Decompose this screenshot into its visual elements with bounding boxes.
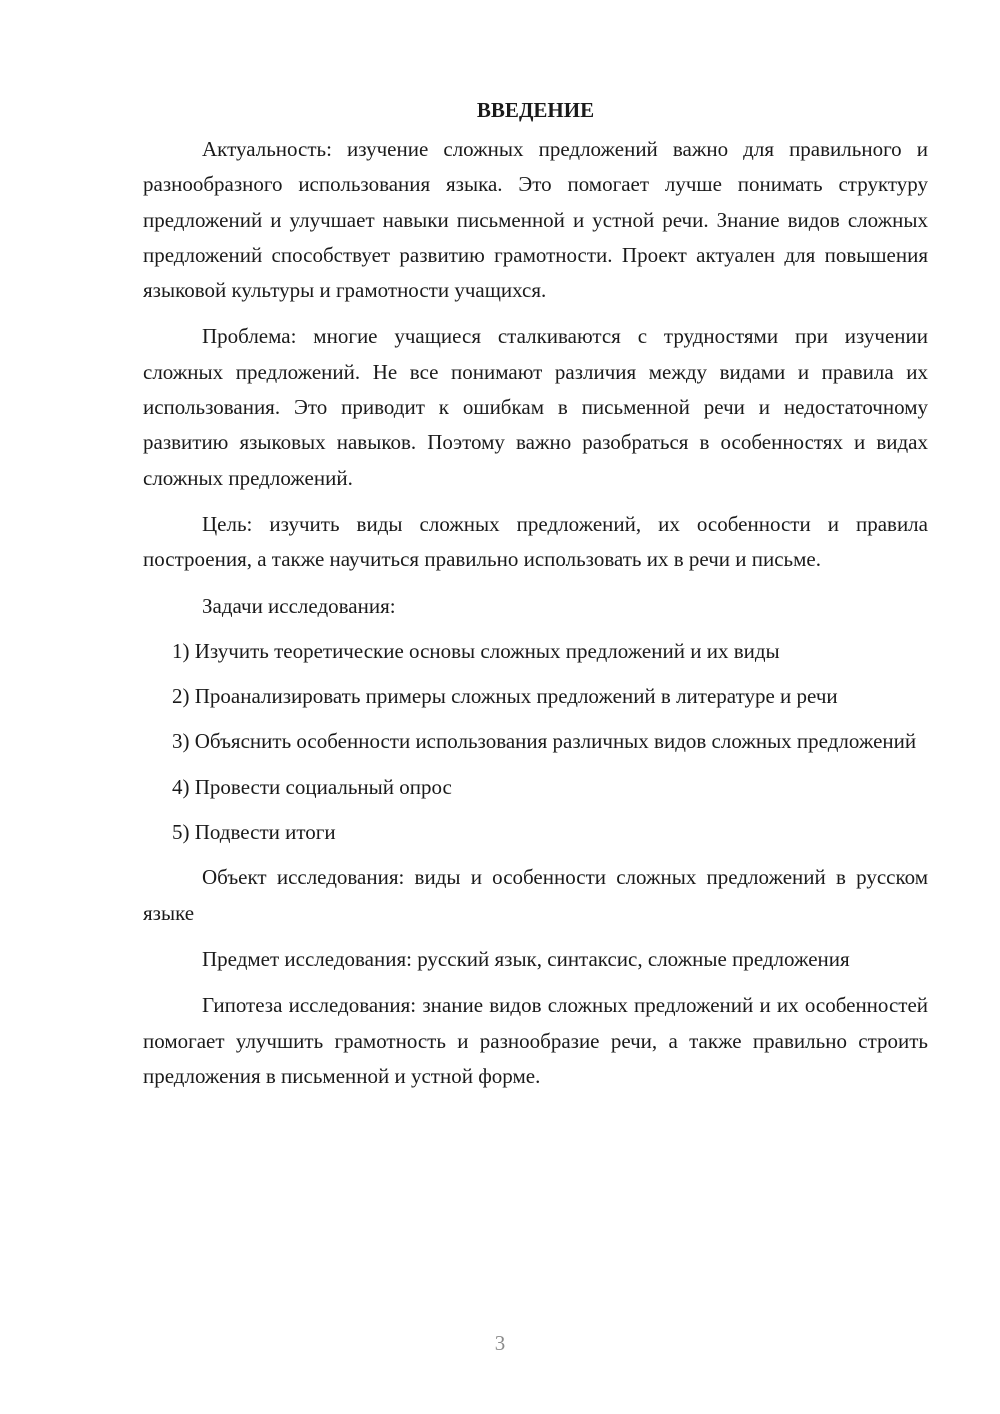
goal-paragraph: Цель: изучить виды сложных предложений, их особенности и правила построения, а также научиться правильно использовать их в речи и письме. (143, 511, 928, 572)
object-paragraph: Объект исследования: виды и особенности сложных предложений в русском языке (143, 865, 928, 925)
document-page (143, 92, 928, 1105)
task-item: 5) Подвести итоги (172, 820, 336, 845)
task-item: 4) Провести социальный опрос (172, 774, 452, 799)
tasks-heading: Задачи исследования: (202, 593, 396, 618)
page-title: ВВЕДЕНИЕ (476, 98, 595, 122)
task-item: 2) Проанализировать примеры сложных предложений в литературе и речи (172, 684, 838, 709)
subject-paragraph: Предмет исследования: русский язык, синтаксис, сложные предложения (202, 946, 850, 971)
task-item: 1) Изучить теоретические основы сложных предложений и их виды (172, 638, 780, 663)
task-item: 3) Объяснить особенности использования различных видов сложных предложений (172, 729, 917, 754)
relevance-paragraph: Актуальность: изучение сложных предложений важно для правильного и разнообразного использования языка. Это помогает лучше понимать структуру предложений и улучшает навыки письменной и устной речи. Знание видов сложных предложений способствует развитию грамотности. Проект актуален для повышения языковой культуры и грамотности учащихся. (143, 137, 928, 303)
page-number: 3 (494, 1331, 506, 1355)
hypothesis-paragraph: Гипотеза исследования: знание видов сложных предложений и их особенностей помогает улучшить грамотность и разнообразие речи, а также правильно строить предложения в письменной и устной форме. (143, 993, 928, 1088)
problem-paragraph: Проблема: многие учащиеся сталкиваются с трудностями при изучении сложных предложений. Не все понимают различия между видами и правила их использования. Это приводит к ошибкам в письменной речи и недостаточному развитию языковых навыков. Поэтому важно разобраться в особенностях и видах сложных предложений. (143, 324, 928, 490)
